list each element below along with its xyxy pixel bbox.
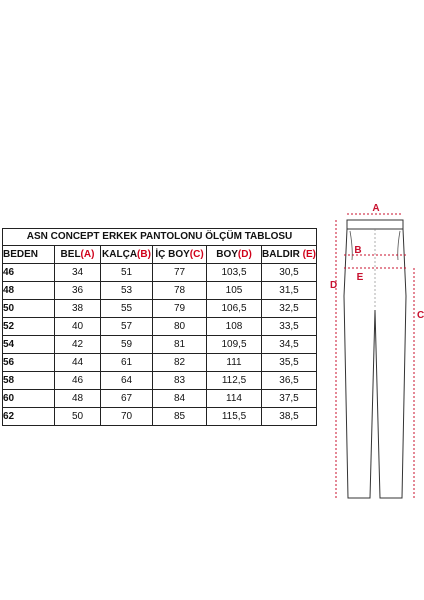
table-row xyxy=(3,264,317,282)
value-cell: 84 xyxy=(153,390,207,408)
value-cell: 38,5 xyxy=(262,408,317,426)
value-cell: 103,5 xyxy=(207,264,262,282)
value-cell: 44 xyxy=(55,354,101,372)
value-cell: 55 xyxy=(101,300,153,318)
label-c: C xyxy=(417,310,424,321)
value-cell: 108 xyxy=(207,318,262,336)
value-cell: 112,5 xyxy=(207,372,262,390)
value-cell: 34,5 xyxy=(262,336,317,354)
value-cell: 77 xyxy=(153,264,207,282)
value-cell: 105 xyxy=(207,282,262,300)
value-cell: 36 xyxy=(55,282,101,300)
value-cell: 37,5 xyxy=(262,390,317,408)
size-cell: 50 xyxy=(3,300,55,318)
value-cell: 48 xyxy=(55,390,101,408)
table-title: ASN CONCEPT ERKEK PANTOLONU ÖLÇÜM TABLOSU xyxy=(2,228,317,245)
value-cell: 40 xyxy=(55,318,101,336)
value-cell: 53 xyxy=(101,282,153,300)
left-pocket xyxy=(350,231,352,260)
value-cell: 85 xyxy=(153,408,207,426)
table-row xyxy=(3,372,317,390)
value-cell: 61 xyxy=(101,354,153,372)
label-a: A xyxy=(372,203,380,214)
value-cell: 83 xyxy=(153,372,207,390)
size-cell: 46 xyxy=(3,264,55,282)
header-cell: KALÇA(B) xyxy=(101,246,153,264)
header-cell: BEDEN xyxy=(3,246,55,264)
value-cell: 114 xyxy=(207,390,262,408)
size-table-container xyxy=(2,228,316,426)
size-cell: 48 xyxy=(3,282,55,300)
value-cell: 50 xyxy=(55,408,101,426)
value-cell: 32,5 xyxy=(262,300,317,318)
value-cell: 33,5 xyxy=(262,318,317,336)
header-cell: BEL(A) xyxy=(55,246,101,264)
size-table xyxy=(2,228,317,426)
value-cell: 67 xyxy=(101,390,153,408)
value-cell: 59 xyxy=(101,336,153,354)
value-cell: 79 xyxy=(153,300,207,318)
value-cell: 38 xyxy=(55,300,101,318)
table-row xyxy=(3,354,317,372)
value-cell: 115,5 xyxy=(207,408,262,426)
size-cell: 58 xyxy=(3,372,55,390)
value-cell: 78 xyxy=(153,282,207,300)
value-cell: 81 xyxy=(153,336,207,354)
value-cell: 36,5 xyxy=(262,372,317,390)
table-row xyxy=(3,282,317,300)
size-cell: 60 xyxy=(3,390,55,408)
value-cell: 82 xyxy=(153,354,207,372)
label-b: B xyxy=(354,245,362,256)
value-cell: 106,5 xyxy=(207,300,262,318)
header-row xyxy=(3,246,317,264)
value-cell: 42 xyxy=(55,336,101,354)
size-cell: 54 xyxy=(3,336,55,354)
size-cell: 52 xyxy=(3,318,55,336)
value-cell: 80 xyxy=(153,318,207,336)
value-cell: 46 xyxy=(55,372,101,390)
value-cell: 51 xyxy=(101,264,153,282)
label-d: D xyxy=(330,280,338,291)
trouser-diagram xyxy=(330,200,424,510)
table-row xyxy=(3,408,317,426)
header-cell: İÇ BOY(C) xyxy=(153,246,207,264)
label-e: E xyxy=(356,272,364,283)
value-cell: 57 xyxy=(101,318,153,336)
table-row xyxy=(3,300,317,318)
value-cell: 31,5 xyxy=(262,282,317,300)
value-cell: 30,5 xyxy=(262,264,317,282)
header-cell: BALDIR (E) xyxy=(262,246,317,264)
table-row xyxy=(3,336,317,354)
table-row xyxy=(3,318,317,336)
value-cell: 35,5 xyxy=(262,354,317,372)
waistband xyxy=(347,220,403,229)
header-cell: BOY(D) xyxy=(207,246,262,264)
size-cell: 62 xyxy=(3,408,55,426)
size-cell: 56 xyxy=(3,354,55,372)
value-cell: 111 xyxy=(207,354,262,372)
value-cell: 109,5 xyxy=(207,336,262,354)
value-cell: 34 xyxy=(55,264,101,282)
table-row xyxy=(3,390,317,408)
right-pocket xyxy=(398,231,400,260)
value-cell: 64 xyxy=(101,372,153,390)
value-cell: 70 xyxy=(101,408,153,426)
